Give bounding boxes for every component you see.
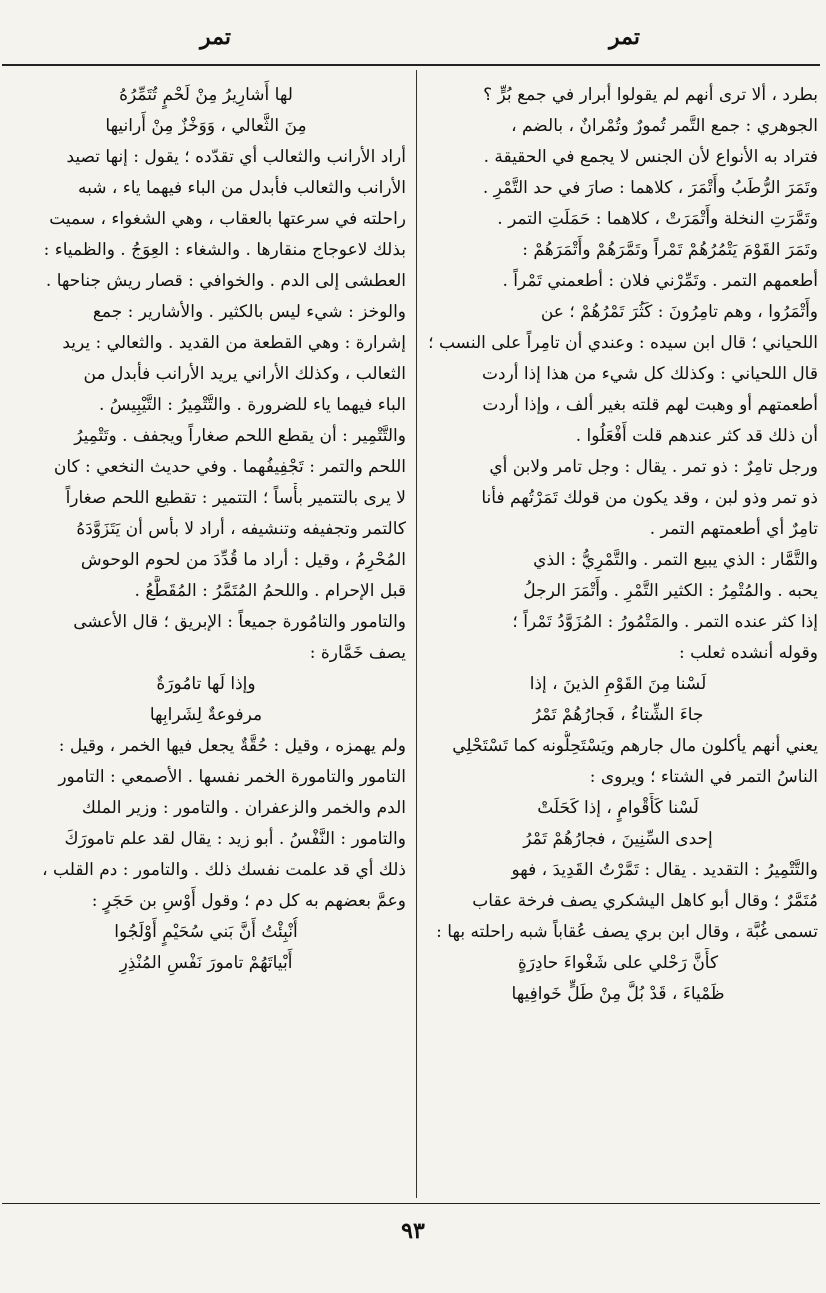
text-line: يصف خَمَّارة : xyxy=(309,643,406,663)
text-line: أطعمهم التمر . وتَمِّرْني فلان : أطعمني تَمْراً . xyxy=(502,271,818,291)
text-line: قال اللحياني : وكذلك كل شيء من هذا إذا أردت xyxy=(481,364,818,384)
text-line: والتَّمَّار : الذي يبيع التمر . والتَّمْرِيُّ : الذي xyxy=(533,550,818,570)
text-line: كالتمر وتجفيفه وتنشيفه ، أراد لا بأس أن يَتَزَوَّدَهُ xyxy=(76,519,406,539)
text-line: ذلك أي قد علمت نفسك ذلك . والتامور : دم القلب ، xyxy=(42,860,406,880)
text-line: ولم يهمزه ، وقيل : حُقَّةٌ يجعل فيها الخمر ، وقيل : xyxy=(58,736,406,756)
column-divider xyxy=(416,70,417,1198)
text-line: أطعمتهم أو وهبت لهم قلته بغير ألف ، وإذا أردت xyxy=(482,395,818,415)
verse-line: ظَمْياءَ ، قَدْ بُلَّ مِنْ طَلٍّ خَوافِيها xyxy=(511,984,725,1004)
text-line: أن ذلك قد كثر عندهم قلت أَفْعَلُوا . xyxy=(575,426,818,446)
text-line: الدم والخمر والزعفران . والتامور : وزير الملك xyxy=(81,798,406,818)
verse-line: أَبْياتَهُمْ تامورَ نَفْسِ المُنْذِرِ xyxy=(119,953,293,973)
text-line: بطرد ، ألا ترى أنهم لم يقولوا أبرار في جمع بُرٍّ ؟ xyxy=(483,85,818,105)
text-line: اللحم والتمر : تَجْفِيفُهما . وفي حديث النخعي : كان xyxy=(53,457,406,477)
left-column xyxy=(6,80,406,1198)
text-line: الجوهري : جمع التَّمر تُمورٌ وتُمْرانٌ ، بالضم ، xyxy=(511,116,818,136)
text-line: التامور والتامورة الخمر نفسها . الأصمعي : التامور xyxy=(58,767,406,787)
text-line: المُحْرِمُ ، وقيل : أراد ما قُدِّدَ من لحوم الوحوش xyxy=(80,550,406,570)
text-line: ذو تمر وذو لبن ، وقد يكون من قولك تَمَرْتُهم فأنا xyxy=(481,488,818,508)
verse-line: إحدى السِّنِينَ ، فجارُهُمْ تَمْرُ xyxy=(523,829,713,849)
text-line: وتَمَرَ القَوْمَ يَتْمُرُهُمْ تَمْراً وتَمَّرَهُمْ وأَتْمَرَهُمْ : xyxy=(522,240,818,260)
text-line: أراد الأرانب والثعالب أي تقدّده ؛ يقول : إنها تصيد xyxy=(66,147,406,167)
text-line: اللحياني ؛ قال ابن سيده : وعندي أن تامِراً على النسب ؛ xyxy=(428,333,818,353)
text-line: وعمَّ بعضهم به كل دم ؛ وقول أَوْسِ بن حَجَرٍ : xyxy=(91,891,406,911)
text-line: الأرانب والثعالب فأبدل من الباء فيهما ياء ، شبه xyxy=(77,178,406,198)
text-line: والتامور : النَّفْسُ . أبو زيد : يقال لقد علم تامورَكَ xyxy=(64,829,406,849)
verse-line: جاءَ الشِّتاءُ ، فَجارُهُمْ تَمْرُ xyxy=(532,705,704,725)
text-line: تسمى غُبَّة ، وقال ابن بري يصف عُقاباً شبه راحلته بها : xyxy=(436,922,818,942)
verse-line: لَسْنا مِنَ القَوْمِ الذينَ ، إذا xyxy=(529,674,707,694)
running-head-left: تمر xyxy=(200,24,231,50)
text-line: العطشى إلى الدم . والخوافي : قصار ريش جناحها . xyxy=(45,271,406,291)
text-line: تامِرٌ أي أطعمتهم التمر . xyxy=(649,519,818,539)
text-line: والوخز : شيء ليس بالكثير . والأشارير : جمع xyxy=(92,302,406,322)
verse-line: أُنْبِئْتُ أَنَّ بَني سُحَيْمٍ أَوْلَجُوا xyxy=(114,922,298,942)
text-line: إذا كثر عنده التمر . والمَتْمُورُ : المُزَوَّدُ تَمْراً ؛ xyxy=(512,612,818,632)
text-line: والتَّتْمِير : أن يقطع اللحم صغاراً ويجفف . وتَتْمِيرُ xyxy=(74,426,406,446)
page-number: ٩٣ xyxy=(401,1218,425,1244)
text-line: ورجل تامِرٌ : ذو تمر . يقال : وجل تامر ولابن أي xyxy=(489,457,818,477)
text-line: والتامور والتامُورة جميعاً : الإبريق ؛ قال الأعشى xyxy=(73,612,406,632)
text-line: فتراد به الأنواع لأن الجنس لا يجمع في الحقيقة . xyxy=(483,147,818,167)
verse-line: كأَنَّ رَحْلي على شَغْواءَ حادِرَةٍ xyxy=(517,953,719,973)
verse-line: لَسْنا كَأَقْوامٍ ، إذا كَحَلَتْ xyxy=(537,798,699,818)
text-line: الباء فيهما ياء للضرورة . والتَّتْمِيرُ : التَّيْبِيسُ . xyxy=(98,395,406,415)
text-line: لا يرى بالتتمير بأْساً ؛ التتمير : تقطيع اللحم صغاراً xyxy=(65,488,406,508)
text-line: وتَمَرَ الرُّطَبُ وأَتْمَرَ ، كلاهما : صارَ في حد التَّمْرِ . xyxy=(482,178,818,198)
top-rule xyxy=(2,64,820,66)
text-line: وأَتْمَرُوا ، وهم تامِرُونَ : كَثُرَ تَمْرُهُمْ ؛ عن xyxy=(540,302,818,322)
text-line: وتَمَّرَتِ النخلة وأَتْمَرَتْ ، كلاهما : حَمَلَتِ التمر . xyxy=(497,209,818,229)
text-line: راحلته في سرعتها بالعقاب ، وهي الشغواء ، سميت xyxy=(49,209,406,229)
text-line: الثعالب ، وكذلك الأراني يريد الأرانب فأبدل من xyxy=(83,364,406,384)
text-line: الناسُ التمر في الشتاء ؛ ويروى : xyxy=(589,767,818,787)
verse-line: لها أَشارِيرُ مِنْ لَحْمٍ تُتَمِّرُهُ xyxy=(119,85,293,105)
text-line: مُتَمَّرٌ ؛ وقال أبو كاهل اليشكري يصف فرخة عقاب xyxy=(472,891,818,911)
text-line: والتَّتْمِيرُ : التقديد . يقال : تَمَّرْتُ القَدِيدَ ، فهو xyxy=(511,860,818,880)
bottom-rule xyxy=(2,1203,820,1204)
text-line: بذلك لاعوجاج منقارها . والشغاء : العِوَجُ . والظمياء : xyxy=(43,240,406,260)
text-line: قبل الإحرام . واللحمُ المُتَمَّرُ : المُقَطَّعُ . xyxy=(134,581,406,601)
running-head-right: تمر xyxy=(609,24,640,50)
verse-line: مرفوعةٌ لِشَرابِها xyxy=(149,705,263,725)
text-line: يعني أنهم يأكلون مال جارهم ويَسْتَحِلُّونه كما تَسْتَحْلِي xyxy=(452,736,818,756)
right-column xyxy=(418,80,818,1198)
text-line: إشرارة : وهي القطعة من القديد . والثعالي : يريد xyxy=(62,333,406,353)
verse-line: وإذا لَها تامُورَةٌ xyxy=(156,674,256,694)
text-line: وقوله أنشده ثعلب : xyxy=(678,643,818,663)
text-line: يحبه . والمُتْمِرُ : الكثير التَّمْرِ . وأَتْمَرَ الرجلُ xyxy=(523,581,818,601)
verse-line: مِنَ الثَّعالي ، وَوَخْزٌ مِنْ أَرانيها xyxy=(105,116,307,136)
